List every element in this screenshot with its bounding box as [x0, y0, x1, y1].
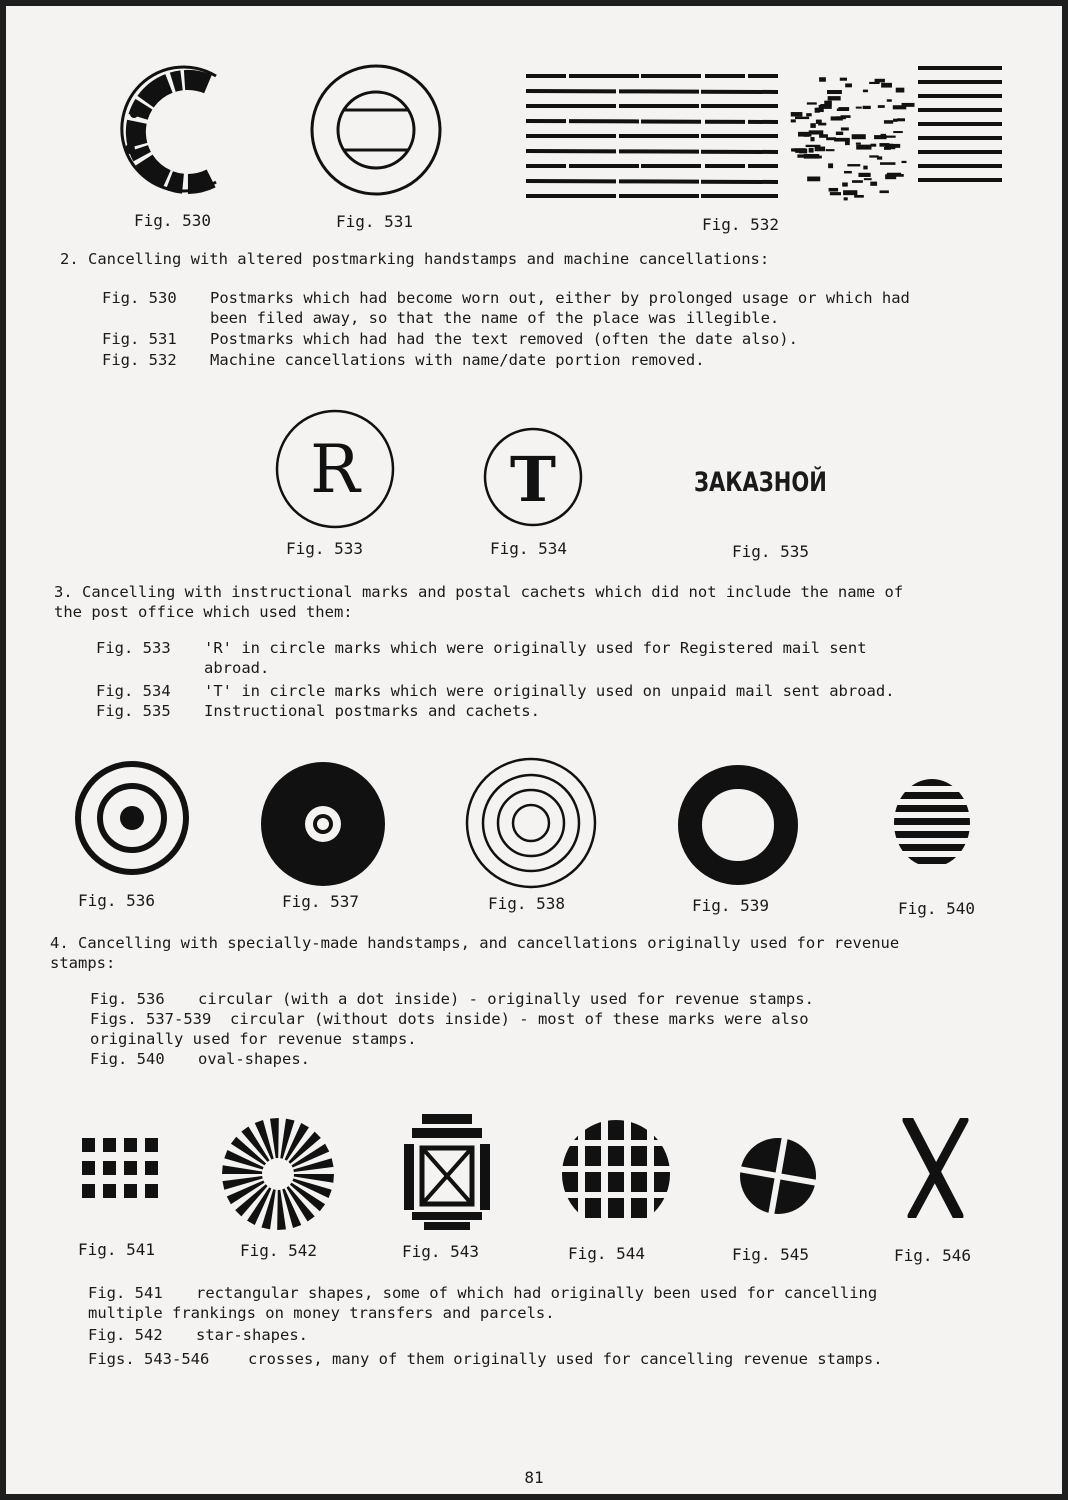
page-number: 81	[524, 1468, 544, 1487]
caption-fig-530: Fig. 530	[134, 211, 212, 230]
fig-544-checkered-circle-image	[558, 1116, 674, 1232]
section-3-item-534	[96, 681, 895, 701]
item-label: Fig. 532	[102, 351, 177, 369]
fig-530-worn-postmark-image	[104, 54, 244, 204]
section-4-item-540	[90, 1049, 310, 1069]
item-label: Figs. 537-539	[90, 1010, 212, 1028]
section-3-heading-line-2: the post office which used them:	[54, 603, 353, 621]
caption-fig-537: Fig. 537	[282, 892, 360, 911]
item-label: Fig. 536	[90, 990, 165, 1008]
section-3-heading-line-1: 3. Cancelling with instructional marks and postal cachets which did not include the name of	[54, 583, 904, 601]
mark-t-letter: T	[509, 443, 557, 516]
fig-538-concentric-rings-image	[464, 756, 598, 890]
item-label: Fig. 535	[96, 702, 171, 720]
item-text: Postmarks which had become worn out, either by prolonged usage or which had	[210, 289, 910, 307]
caption-fig-531: Fig. 531	[336, 212, 414, 231]
item-label: Fig. 533	[96, 639, 171, 657]
section-4-heading-line-2: stamps:	[50, 954, 116, 972]
section-2-heading: 2. Cancelling with altered postmarking handstamps and machine cancellations:	[60, 250, 770, 268]
item-label: Figs. 543-546	[88, 1350, 210, 1368]
item-text: star-shapes.	[196, 1326, 308, 1344]
caption-fig-536: Fig. 536	[78, 891, 156, 910]
fig-534-t-circle-mark-image	[480, 424, 586, 530]
item-text: circular (with a dot inside) - originally used for revenue stamps.	[198, 990, 814, 1008]
document-page	[6, 6, 1062, 1494]
fig-531-circle-postmark-image	[306, 56, 446, 206]
fig-541-rectangular-grid-image	[76, 1134, 166, 1204]
fig-543-boxed-cross-image	[402, 1114, 492, 1230]
section-4-item-536	[90, 989, 814, 1009]
item-label: Fig. 530	[102, 289, 177, 307]
section-5-item-542	[88, 1325, 308, 1345]
item-text: Machine cancellations with name/date portion removed.	[210, 351, 705, 369]
caption-fig-540: Fig. 540	[898, 899, 976, 918]
item-label: Fig. 531	[102, 330, 177, 348]
section-5-item-541-cont: multiple frankings on money transfers and parcels.	[88, 1304, 555, 1322]
section-3-item-535	[96, 701, 540, 721]
caption-fig-534: Fig. 534	[490, 539, 568, 558]
item-label: Fig. 542	[88, 1326, 163, 1344]
item-text: Postmarks which had had the text removed (often the date also).	[210, 330, 798, 348]
item-text: 'R' in circle marks which were originally used for Registered mail sent	[204, 639, 867, 657]
section-5-item-543-546	[88, 1349, 883, 1369]
section-4-heading-line-1: 4. Cancelling with specially-made handstamps, and cancellations originally used for revenue	[50, 934, 900, 952]
item-text: crosses, many of them originally used for cancelling revenue stamps.	[248, 1350, 883, 1368]
caption-fig-546: Fig. 546	[894, 1246, 972, 1265]
caption-fig-543: Fig. 543	[402, 1242, 480, 1261]
section-4-item-537-539	[90, 1009, 809, 1029]
fig-533-r-circle-mark-image	[272, 406, 398, 532]
fig-546-x-cross-image	[900, 1118, 972, 1218]
mark-r-letter: R	[310, 431, 360, 508]
caption-fig-544: Fig. 544	[568, 1244, 646, 1263]
item-label: Fig. 541	[88, 1284, 163, 1302]
section-3-item-533	[96, 638, 867, 658]
fig-545-quartered-disc-image	[736, 1134, 820, 1218]
item-label: Fig. 534	[96, 682, 171, 700]
fig-535-cyrillic-cachet: ЗАКАЗНОЙ	[694, 467, 827, 498]
caption-fig-532: Fig. 532	[702, 215, 780, 234]
item-text: circular (without dots inside) - most of these marks were also	[230, 1010, 809, 1028]
caption-fig-545: Fig. 545	[732, 1245, 810, 1264]
item-text: 'T' in circle marks which were originally used on unpaid mail sent abroad.	[204, 682, 895, 700]
caption-fig-533: Fig. 533	[286, 539, 364, 558]
fig-540-striped-oval-image	[892, 774, 972, 874]
fig-542-star-shape-image	[218, 1114, 338, 1234]
item-text: Instructional postmarks and cachets.	[204, 702, 540, 720]
fig-537-filled-disc-image	[258, 759, 388, 889]
item-text: oval-shapes.	[198, 1050, 310, 1068]
section-2-item-531	[102, 329, 798, 349]
section-4-item-537-539-cont: originally used for revenue stamps.	[90, 1030, 417, 1048]
caption-fig-541: Fig. 541	[78, 1240, 156, 1259]
caption-fig-535: Fig. 535	[732, 542, 810, 561]
caption-fig-539: Fig. 539	[692, 896, 770, 915]
fig-532-machine-cancellation-image	[516, 56, 1006, 206]
fig-536-ring-with-dot-image	[72, 758, 192, 878]
section-3-item-533-cont: abroad.	[204, 659, 270, 677]
item-text: rectangular shapes, some of which had originally been used for cancelling	[196, 1284, 878, 1302]
item-label: Fig. 540	[90, 1050, 165, 1068]
caption-fig-538: Fig. 538	[488, 894, 566, 913]
section-2-item-530	[102, 288, 910, 308]
section-5-item-541	[88, 1283, 877, 1303]
caption-fig-542: Fig. 542	[240, 1241, 318, 1260]
section-2-item-530-cont: been filed away, so that the name of the place was illegible.	[210, 309, 780, 327]
section-2-item-532	[102, 350, 705, 370]
fig-539-thick-ring-image	[676, 763, 800, 887]
